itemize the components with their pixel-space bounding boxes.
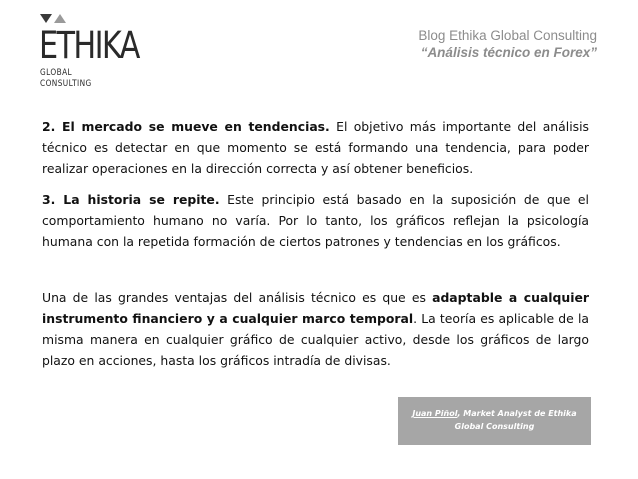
logo-light-triangle-icon	[54, 14, 66, 23]
paragraph-history-text: Este principio está basado en la suposición de que el comportamiento humano no varía. Por lo tanto, los gráficos reflejan la psicología humana con la repetida formación de ciertos patrones y tendencias en los gráficos.	[42, 192, 589, 249]
paragraph-trends-text: El objetivo más importante del análisis técnico es detectar en que momento se está formando una tendencia, para poder realizar operaciones en la dirección correcta y así obtener beneficios.	[42, 119, 589, 176]
paragraph-advantages	[42, 287, 589, 371]
author-role: , Market Analyst de Ethika Global Consulting	[454, 409, 577, 431]
paragraph-history	[42, 189, 589, 252]
paragraph-trends-heading: 2. El mercado se mueve en tendencias.	[42, 119, 330, 134]
logo-tagline: GLOBAL CONSULTING	[40, 68, 92, 89]
paragraph-history-heading: 3. La historia se repite.	[42, 192, 220, 207]
paragraph-advantages-bold: adaptable a cualquier instrumento financiero y a cualquier marco temporal	[42, 290, 590, 326]
article-title: “Análisis técnico en Forex”	[420, 45, 597, 60]
paragraph-advantages-start: Una de las grandes ventajas del análisis técnico es que es	[42, 290, 433, 305]
logo-wordmark: ETHIKA	[39, 24, 139, 67]
paragraph-advantages-end: . La teoría es aplicable de la misma manera en cualquier gráfico de cualquier activo, desde los gráficos de largo plazo en acciones, hasta los gráficos intradía de divisas.	[42, 311, 589, 368]
blog-title: Blog Ethika Global Consulting	[418, 28, 597, 43]
logo-dark-triangle-icon	[40, 14, 52, 23]
paragraph-trends	[42, 116, 589, 179]
ethika-logo	[39, 14, 139, 89]
author-byline	[398, 397, 591, 445]
blog-header	[418, 27, 597, 61]
author-name-link[interactable]: Juan Piñol	[412, 409, 458, 418]
